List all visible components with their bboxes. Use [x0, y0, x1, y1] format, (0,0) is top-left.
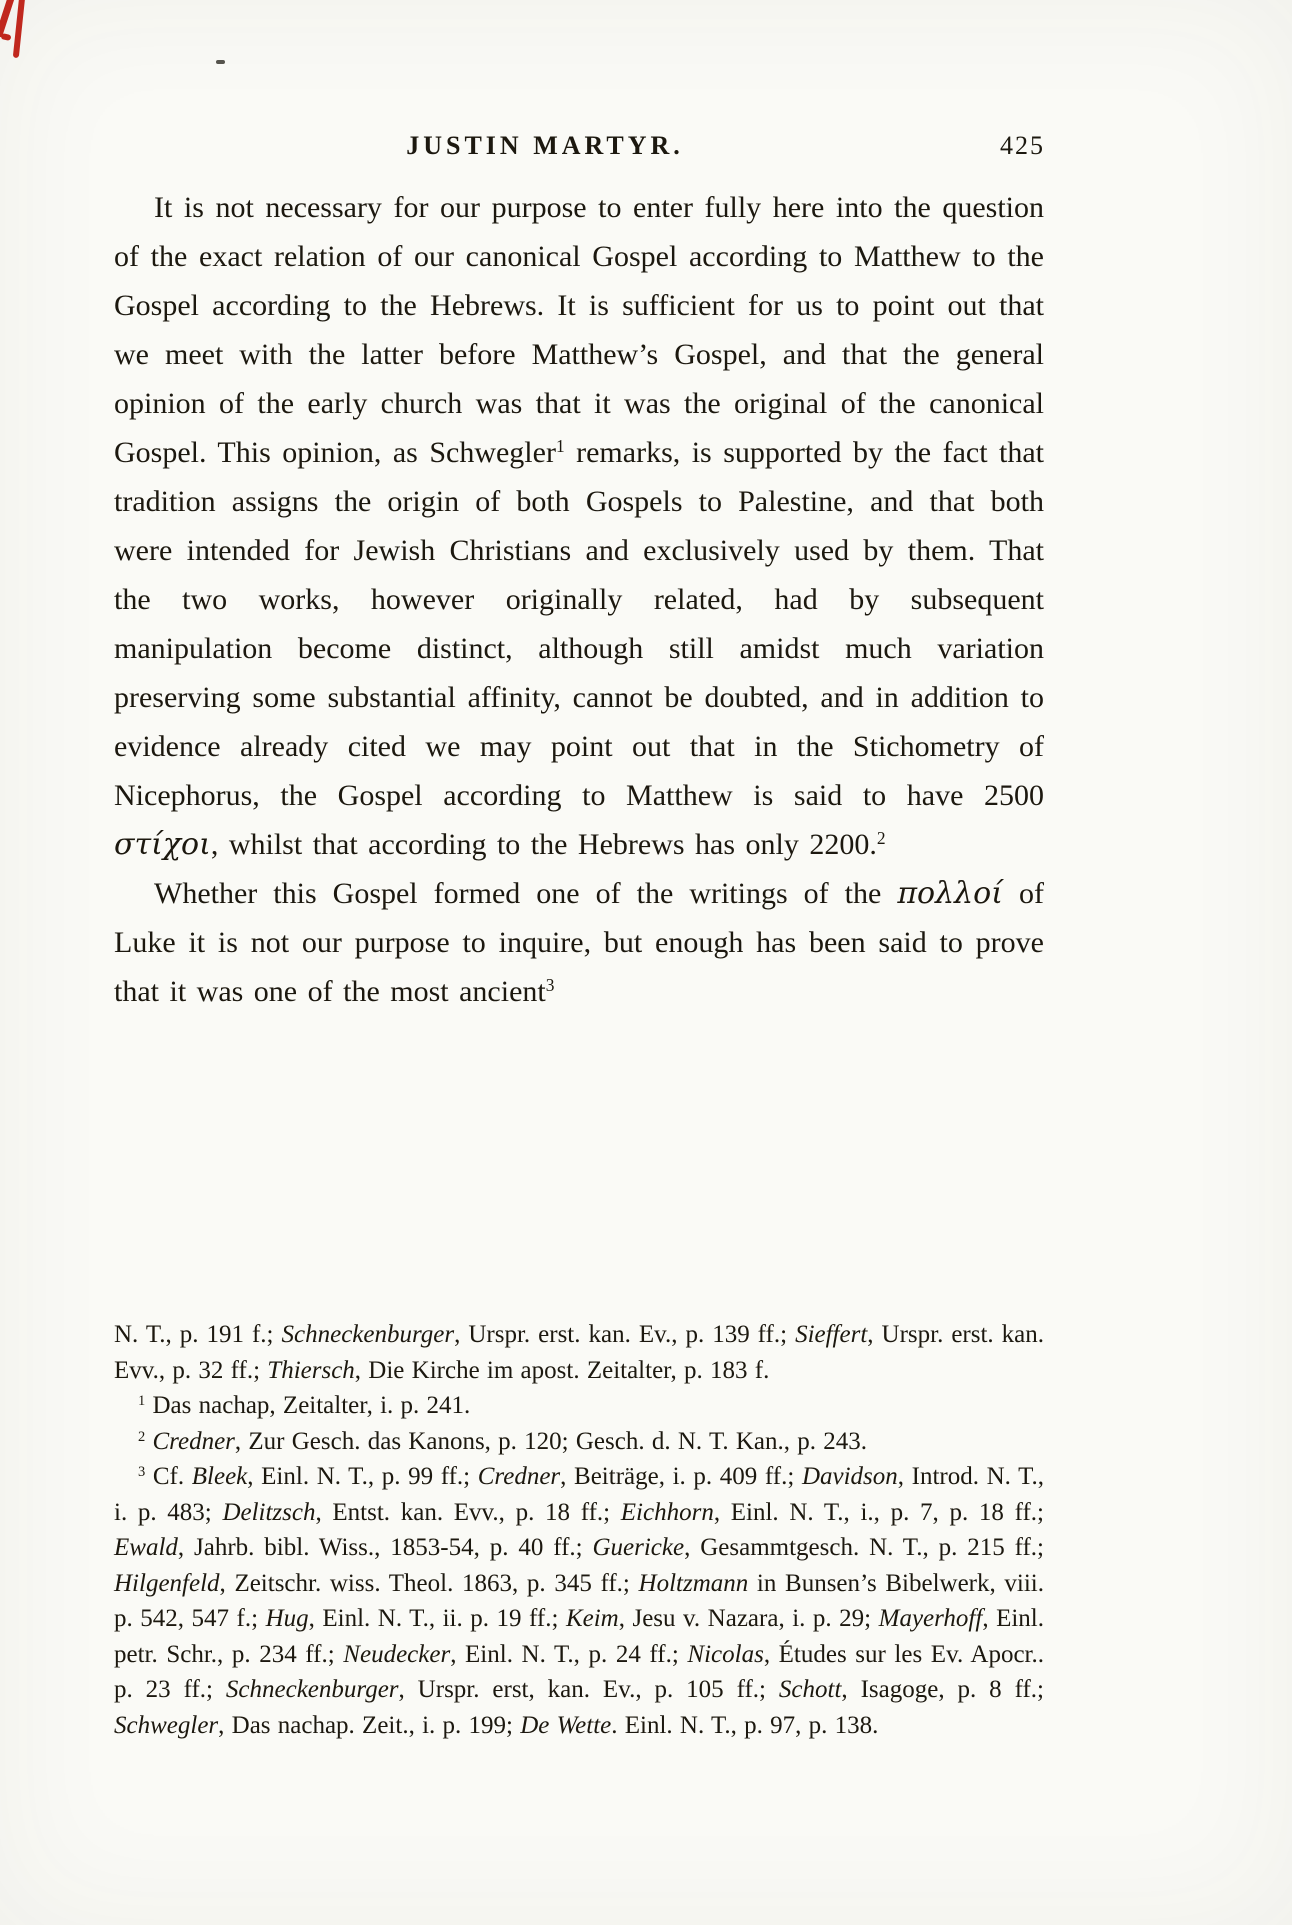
- italic-citation: Hilgenfeld: [114, 1569, 220, 1597]
- italic-citation: Guericke: [592, 1534, 685, 1561]
- footnote-1: $^1$ Das nachap, Zeitalter, i. p. 241.: [138, 1392, 471, 1419]
- italic-citation: Sieffert: [795, 1321, 868, 1348]
- italic-citation: Neudecker: [343, 1640, 451, 1668]
- main-text-block: [114, 183, 1044, 1016]
- body-paragraph: Whether this Gospel formed one of the writings of the πολλοί of Luke it is not our purpose to inquire, but enough has been said to prove that it was one of the most ancient$^3$: [114, 876, 1044, 1008]
- footnote-marker: 3: [545, 975, 555, 996]
- italic-citation: Schneckenburger: [281, 1321, 455, 1348]
- italic-citation: Credner: [152, 1427, 235, 1455]
- running-title: JUSTIN MARTYR.: [406, 131, 684, 160]
- page-number: 425: [1000, 131, 1045, 160]
- footnote-marker: 2: [876, 828, 886, 849]
- italic-citation: Thiersch: [267, 1356, 355, 1384]
- red-pen-mark: [13, 0, 25, 58]
- footnotes-block: [114, 1317, 1044, 1743]
- italic-citation: Hug: [265, 1605, 309, 1632]
- italic-citation: De Wette: [520, 1711, 612, 1739]
- greek-term: στίχοι: [114, 827, 211, 862]
- red-pen-mark: [0, 0, 16, 38]
- italic-citation: Holtzmann: [638, 1569, 749, 1597]
- red-pen-mark: [0, 33, 11, 41]
- italic-citation: Schneckenburger: [225, 1676, 399, 1703]
- italic-citation: Schwegler: [114, 1711, 219, 1739]
- greek-term: πολλοί: [897, 876, 1003, 911]
- italic-citation: Eichhorn: [620, 1498, 714, 1526]
- italic-citation: Credner: [477, 1463, 561, 1490]
- italic-citation: Keim: [565, 1605, 619, 1632]
- footnote-marker: 1: [138, 1393, 146, 1410]
- footnote-marker: 1: [555, 436, 565, 457]
- italic-citation: Davidson: [801, 1463, 898, 1490]
- italic-citation: Delitzsch: [222, 1498, 316, 1526]
- footnote-3: $^3$ Cf. Bleek, Einl. N. T., p. 99 ff.; Credner, Beiträge, i. p. 409 ff.; Davidson, Introd. N. T., i. p. 483; Delitzsch, Entst. kan. Evv., p. 18 ff.; Eichhorn, Einl. N. T., i., p. 7, p. 18 ff.; Ewald, Jahrb. bibl. Wiss., 1853-54, p. 40 ff.; Guericke, Gesammtgesch. N. T., p. 215 ff.; Hilgenfeld, Zeitschr. wiss. Theol. 1863, p. 345 ff.; Holtzmann in Bunsen’s Bibelwerk, viii. p. 542, 547 f.; Hug, Einl. N. T., ii. p. 19 ff.; Keim, Jesu v. Nazara, i. p. 29; Mayerhoff, Einl. petr. Schr., p. 234 ff.; Neudecker, Einl. N. T., p. 24 ff.; Nicolas, Études sur les Ev. Apocr.. p. 23 ff.; Schneckenburger, Urspr. erst, kan. Ev., p. 105 ff.; Schott, Isagoge, p. 8 ff.; Schwegler, Das nachap. Zeit., i. p. 199; De Wette. Einl. N. T., p. 97, p. 138.: [114, 1463, 1045, 1739]
- italic-citation: Ewald: [114, 1534, 178, 1561]
- footnote-marker: 2: [138, 1428, 146, 1445]
- stray-ink-mark: [216, 60, 225, 64]
- footnote-2: $^2$ Credner, Zur Gesch. das Kanons, p. 120; Gesch. d. N. T. Kan., p. 243.: [138, 1427, 868, 1455]
- body-paragraph: It is not necessary for our purpose to enter fully here into the question of the exact relation of our canonical Gospel according to Matthew to the Gospel according to the Hebrews. It is sufficient for us to point out that we meet with the latter before Matthew’s Gospel, and that the general opinion of the early church was that it was the original of the canonical Gospel. This opinion, as Schwegler$^1$ remarks, is supported by the fact that tradition assigns the origin of both Gospels to Palestine, and that both were intended for Jewish Christians and exclusively used by them. That the two works, however originally related, had by subsequent manipulation become distinct, although still amidst much variation preserving some substantial affinity, cannot be doubted, and in addition to evidence already cited we may point out that in the Stichometry of Nicephorus, the Gospel according to Matthew is said to have 2500 στίχοι, whilst that according to the Hebrews has only 2200.$^2$: [114, 191, 1044, 862]
- footnote-marker: 3: [138, 1464, 146, 1481]
- running-head: [115, 131, 1045, 167]
- footnote-continuation: N. T., p. 191 f.; Schneckenburger, Urspr. erst. kan. Ev., p. 139 ff.; Sieffert, Urspr. erst. kan. Evv., p. 32 ff.; Thiersch, Die Kirche im apost. Zeitalter, p. 183 f.: [114, 1321, 1044, 1384]
- italic-citation: Bleek: [191, 1463, 248, 1490]
- italic-citation: Mayerhoff: [878, 1605, 983, 1632]
- italic-citation: Schott: [778, 1676, 842, 1703]
- italic-citation: Nicolas: [687, 1640, 764, 1668]
